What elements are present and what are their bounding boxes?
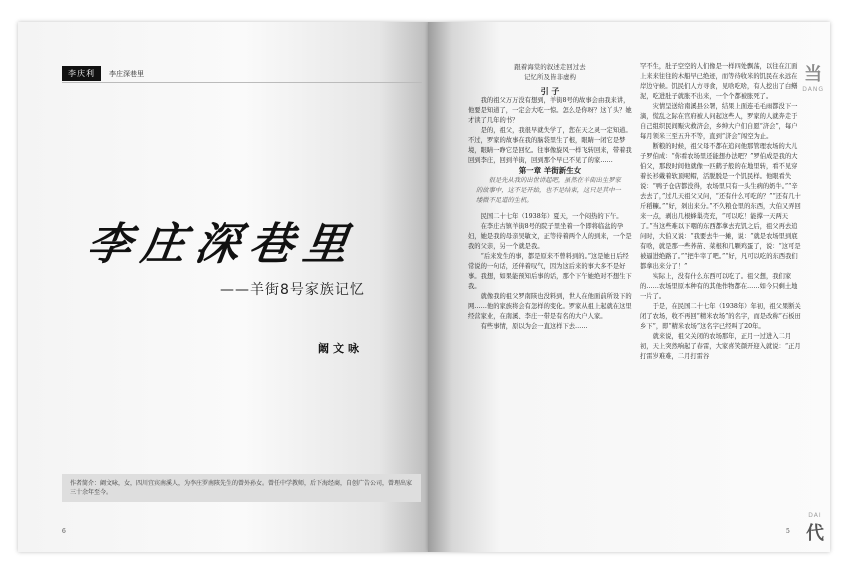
- paragraph: 断粮的时候，祖父母不都在追问他那管理农场的大儿子罗伯成：“你看农场里还能想办法吧？”罗伯成是我的大伯父，那段时间他就像一匹鹤子般的在地里转，看不见穿着长衫戴着软顶呢帽，活脱脱是一个饥民样。他眼看失说：“鸭子仓店都没得，农场里只有一头生病的奶牛。”“辛去去了，”过几天祖父又问，“还有什么可吃的？”“还有几十斤稻糠。”“好，剁出来分。”不久粮仓里的东西，大伯又弄回来一点，剥出几根蜂巢壳充，“可以吃！能撑一天两天了。”当这些难以下咽的东西都拿去充饥之后，祖父再去追问时，大伯又说：“我要去牛一摊，说：“就是农场里到底有啥，就是那一些荞苗、菜根和几颗鸡蛋了，说：“这可是被逼进绝路了。”“把牛宰了吧。”“好，凡可以吃的东西我们都拿出来分了！”: [640, 143, 801, 270]
- paragraph: 实际上，没有什么东西可以吃了。祖父想，我们家的……农场里原本种有的其他作物都在……如今只剩土地一片了。: [640, 273, 798, 300]
- paragraph: 就像我的祖父罗南陔也没料到，世人在他面前所设下的网……他的家族将会有怎样的变化。罗家从祖上起就在这里经营家业，在南溪、李庄一带是有名的大户人家。: [468, 293, 632, 320]
- text-column-1: [468, 62, 632, 332]
- page-number-right: 5: [786, 528, 790, 535]
- section-mark-top: [802, 60, 824, 93]
- header-rule: [62, 82, 422, 83]
- paragraph: 我的祖父万万没有想到，羊街8号的故事会由我来讲，他要是知道了，一定会大吃一惊。怎么是你呀？这丫头？她才读了几年的书？: [468, 97, 632, 124]
- dai-word: DAI: [808, 512, 822, 519]
- column-tag-badge: 李庆利: [62, 66, 101, 81]
- paragraph: “后来发生的事，都是原来不曾料到的。”这是她日后经常说的一句话，还伴着叹气，因为这后来的事大多不是好事。我想，如果能预知后事的话，那个下午她绝对不想生下我。: [468, 253, 632, 290]
- left-page: [18, 22, 428, 552]
- paragraph: 有些事情，原以为会一直这样下去……: [480, 323, 588, 330]
- paragraph: 民国二十七年（1938年）夏天，一个闷热的下午。: [480, 213, 623, 220]
- paragraph: 罕不生，肚子空空的人们像是一样四处飘荡，以往在江面上来来往往的木船早已绝迹，而等待收米的饥民在永远在岸边守候。饥民们人方寻食，见啥吃啥，有人挖出了白鳝泥，吃进肚子就胀不出来，一个个都被胀死了。: [640, 63, 798, 100]
- column-tag: [62, 66, 144, 81]
- chapter-quote: 很是先从我的出世讲起吧，虽然在羊街出生罗家的故事中，这不是开始，也不是结束，这只是其中一缕微不足道的生机。: [476, 177, 621, 204]
- author-name: 阚文咏: [318, 342, 363, 355]
- paragraph: 是的，祖父，我很早就失学了，您在天之灵一定知道。不过，罗家的故事在我的脑袋里生了根，眼睛一闭它是梦境，眼睛一睁它是回忆。往事像旋风一样飞转回来，带着我回到李庄，回到羊街，回到那个早已不见了的家……: [468, 127, 632, 164]
- right-page: [428, 22, 830, 552]
- paragraph: 就来说，祖父关闭的农场那年，正月一过进入二月初，天上突然响起了春雷，大家喜笑颜开迎入就说：“正月打雷岁难难，二月打雷谷: [640, 333, 801, 360]
- section-mark-bottom: [806, 512, 824, 545]
- dang-glyph: 当: [804, 64, 823, 85]
- epigraph: 跟着海棠的叙述走回过去 记忆所及皆非虚构: [514, 63, 586, 81]
- article-subtitle: ——羊街8号家族记忆: [220, 282, 365, 298]
- paragraph: 灾情呈送给南溪县公署，结果上面连毛毛雨都没下一滴，慌乱之际在官府被人问起这些人，罗家的人就奔走于自己组织民间赈灾救济会，乡绅大户们自愿“济会”，每户每月领米三至五升不等，直到“济会”闯空为止。: [640, 103, 798, 140]
- lead-heading: 引 子: [540, 86, 560, 96]
- page-number-left: 6: [62, 528, 66, 535]
- column-name: 李庄深巷里: [109, 69, 144, 78]
- author-bio: 作者简介：阚文咏，女，四川宜宾南溪人，为李庄罗南陔先生的曾外孙女。曾任中学教师，后下海经商，自创广告公司，曾理出家三十余年至今。: [62, 474, 421, 502]
- paragraph: 在李庄古镇羊街8号的院子里坐着一个即将临盆的孕妇，她是我的母亲吴敏文，正等待着两个人的到来，一个是我的父亲，另一个就是我。: [468, 223, 632, 250]
- article-title: 李庄深巷里: [83, 219, 361, 270]
- text-column-2: [640, 62, 802, 362]
- paragraph: 于是，在民国二十七年（1938年）年初，祖父果断关闭了农场，收不再回“精米农场”的名字，而是改称“石板田乡下”，即“精米农场”这名字已经叫了20年。: [640, 303, 801, 330]
- dai-glyph: 代: [806, 523, 824, 544]
- chapter-heading: 第一章 羊街新生女: [518, 166, 582, 175]
- dang-word: DANG: [802, 86, 824, 93]
